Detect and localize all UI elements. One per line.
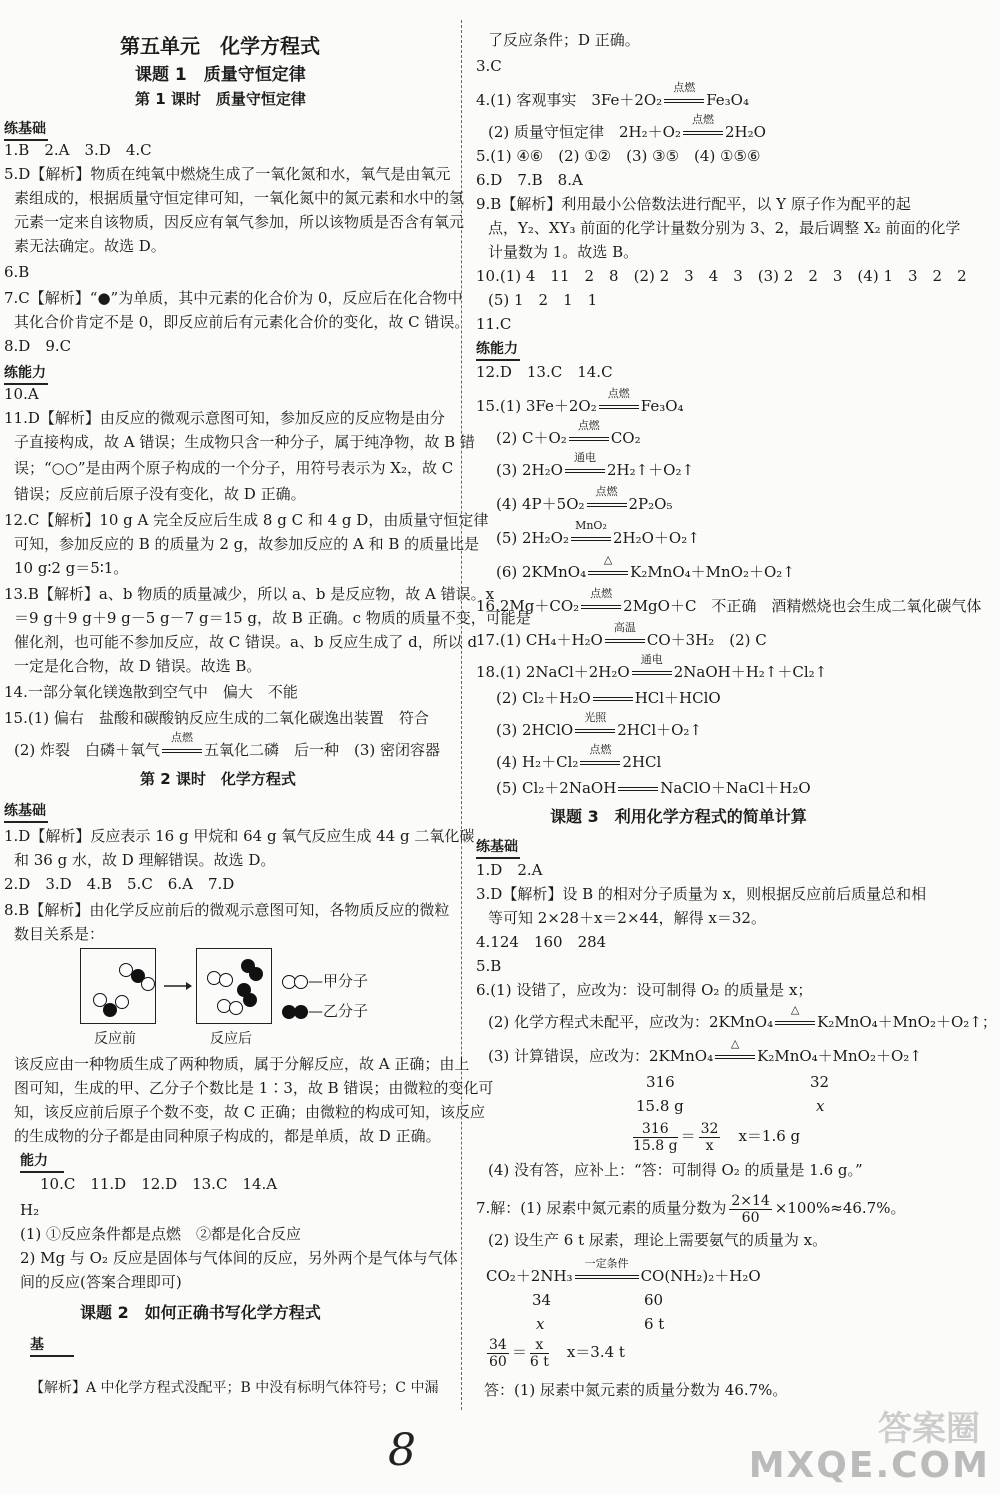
fraction: $\frac{34}{60}$: [489, 1336, 507, 1370]
answer-line: 可知，参加反应的 B 的质量为 2 g，故参加反应的 A 和 B 的质量比是: [14, 535, 480, 553]
reaction-arrow: 点燃: [569, 428, 609, 448]
answer-line: 8.B【解析】由化学反应前后的微观示意图可知，各物质反应的微粒: [4, 901, 450, 919]
calc-value: 316: [646, 1073, 675, 1091]
answer-line: 【解析】A 中化学方程式没配平；B 中没有标明气体符号；C 中漏: [30, 1380, 439, 1396]
answer-line: 错误；反应前后原子没有变化，故 D 正确。: [14, 485, 306, 503]
calc-value: 15.8 g: [636, 1097, 684, 1115]
answer-line: (5) 1 2 1 1: [488, 291, 598, 309]
unit-title: 第五单元 化学方程式: [120, 34, 320, 58]
calc-value: 60: [644, 1291, 664, 1309]
reaction-arrow: 一定条件: [575, 1266, 639, 1286]
answer-line: 7.解：(1) 尿素中氮元素的质量分数为 $\frac{2\times 14}{60}$ ×100%≈46.7%。: [476, 1192, 906, 1226]
answer-line: (4) 没有答，应补上：“答：可制得 O₂ 的质量是 1.6 g。”: [488, 1161, 863, 1179]
answer-line: 5.(1) ④⑥ (2) ①② (3) ③⑤ (4) ①⑤⑥: [476, 147, 761, 165]
answer-line: 4.124 160 284: [476, 933, 607, 951]
reaction-arrow: 高温: [605, 630, 645, 650]
handwriting: 8: [388, 1425, 416, 1476]
before-box: [80, 948, 156, 1024]
answer-line: 2) Mg 与 O₂ 反应是固体与气体间的反应，另外两个是气体与气体: [20, 1249, 458, 1267]
fraction: $\frac{32}{x}$: [700, 1120, 719, 1154]
equation-line: (5) Cl₂＋2NaOH NaClO＋NaCl＋H₂O: [496, 779, 811, 797]
answer-line: 2.D 3.D 4.B 5.C 6.A 7.D: [4, 875, 235, 893]
reaction-arrow: 点燃: [664, 90, 704, 110]
calc-value: 32: [810, 1073, 830, 1091]
equation-line: (2) Cl₂＋H₂O HCl＋HClO: [496, 689, 721, 707]
answer-line: 该反应由一种物质生成了两种物质，属于分解反应，故 A 正确；由上: [14, 1055, 470, 1073]
diagram-caption: 反应前: [94, 1031, 136, 1047]
equation-line: (2) 质量守恒定律 2H₂＋O₂ 点燃 2H₂O: [488, 113, 766, 141]
answer-line: 知，该反应前后原子个数不变，故 C 正确；由微粒的构成可知，该反应: [14, 1103, 486, 1121]
equation-line: 16.2Mg＋CO₂ 点燃 2MgO＋C 不正确 酒精燃烧也会生成二氧化碳气体: [476, 587, 982, 615]
calc-value: x: [536, 1315, 545, 1333]
answer-line: 6.D 7.B 8.A: [476, 171, 583, 189]
lesson1-title: 课题 1 质量守恒定律: [135, 65, 306, 85]
equation-line: (2) C＋O₂ 点燃 CO₂: [496, 419, 641, 447]
answer-line: 10.A: [4, 385, 39, 403]
reaction-arrow: 点燃: [580, 752, 620, 772]
answer-line: H₂: [20, 1201, 40, 1219]
equation-line: (6) 2KMnO₄ △ K₂MnO₄＋MnO₂＋O₂↑: [496, 553, 795, 581]
calc-value: 34: [532, 1291, 552, 1309]
answer-line: 催化剂，也可能不参加反应，故 C 错误。a、b 反应生成了 d，所以 d: [14, 633, 478, 651]
answer-line: 间的反应(答案合理即可): [20, 1273, 182, 1291]
equation-line: (3) 计算错误，应改为：2KMnO₄ △ K₂MnO₄＋MnO₂＋O₂↑: [488, 1037, 922, 1065]
equation-line: (5) 2H₂O₂ MnO₂ 2H₂O＋O₂↑: [496, 519, 700, 547]
section-basic: 练基础: [476, 836, 518, 856]
after-box: [196, 948, 272, 1024]
answer-line: 15.(1) 偏右 盐酸和碳酸钠反应生成的二氧化碳逸出装置 符合: [4, 709, 429, 727]
answer-line: 12.D 13.C 14.C: [476, 363, 613, 381]
answer-line: 3.C: [476, 57, 502, 75]
answer-line: (1) ①反应条件都是点燃 ②都是化合反应: [20, 1225, 302, 1243]
reaction-arrow: [618, 778, 658, 798]
watermark-logo: 答案圈: [878, 1409, 980, 1449]
fraction: $\frac{316}{15.8 g}$: [633, 1120, 678, 1154]
section-ability: 能力: [20, 1150, 48, 1170]
answer-line: 答：(1) 尿素中氮元素的质量分数为 46.7%。: [484, 1381, 788, 1399]
watermark: MXQE.COM: [748, 1445, 990, 1486]
answer-line: 的生成物的分子都是由同种原子构成的，都是单质，故 D 正确。: [14, 1127, 441, 1145]
equation-line: 15.(1) 3Fe＋2O₂ 点燃 Fe₃O₄: [476, 387, 684, 415]
equation-line: (3) 2HClO 光照 2HCl＋O₂↑: [496, 711, 702, 739]
answer-line: 等可知 2×28＋x＝2×44，解得 x＝32。: [488, 909, 766, 927]
section-ability: 练能力: [476, 338, 518, 358]
reaction-arrow: △: [588, 562, 628, 582]
answer-line: 10.(1) 4 11 2 8 (2) 2 3 4 3 (3) 2 2 3 (4) 1 3 2 2: [476, 267, 967, 285]
reaction-arrow: 点燃: [683, 122, 723, 142]
answer-line: 9.B【解析】利用最小公倍数法进行配平，以 Y 原子作为配平的起: [476, 195, 911, 213]
reaction-arrow: 光照: [575, 720, 615, 740]
answer-line: 一定是化合物，故 D 错误。故选 B。: [14, 657, 262, 675]
answer-line: 素组成的，根据质量守恒定律可知，一氧化氮中的氮元素和水中的氢: [14, 189, 465, 207]
reaction-arrow: 通电: [632, 662, 672, 682]
reaction-arrow: 通电: [565, 460, 605, 480]
reaction-arrow: 点燃: [162, 740, 202, 760]
equation-line: (4) H₂＋Cl₂ 点燃 2HCl: [496, 743, 662, 771]
answer-line: 1.D 2.A: [476, 861, 543, 879]
reaction-arrow: △: [715, 1046, 755, 1066]
legend-item: —甲分子: [282, 970, 368, 991]
answer-line: (2) 设生产 6 t 尿素，理论上需要氨气的质量为 x。: [488, 1231, 828, 1249]
answer-line: 1.B 2.A 3.D 4.C: [4, 141, 152, 159]
reaction-arrow: △: [775, 1012, 815, 1032]
diagram-caption: 反应后: [210, 1031, 252, 1047]
reaction-arrow: 点燃: [581, 596, 621, 616]
equation-line: (4) 4P＋5O₂ 点燃 2P₂O₅: [496, 485, 673, 513]
reaction-arrow: [593, 688, 633, 708]
section-basic: 练基础: [4, 118, 46, 138]
lesson2-title: 课题 2 如何正确书写化学方程式: [80, 1303, 321, 1322]
answer-line: 7.C【解析】“●”为单质，其中元素的化合价为 0，反应后在化合物中: [4, 289, 463, 307]
answer-line: 了反应条件；D 正确。: [488, 31, 640, 49]
answer-line: 14.一部分氧化镁逸散到空气中 偏大 不能: [4, 683, 298, 701]
answer-line: 元素一定来自该物质，因反应有氧气参加，所以该物质是否含有氧元: [14, 213, 465, 231]
fraction: $\frac{2\times 14}{60}$: [731, 1192, 770, 1226]
legend-item: —乙分子: [282, 1000, 368, 1021]
reaction-arrow: 点燃: [599, 396, 639, 416]
answer-line: 素无法确定。故选 D。: [14, 237, 166, 255]
answer-line: 数目关系是：: [14, 925, 105, 943]
period1-title: 第 1 课时 质量守恒定律: [135, 90, 306, 108]
answer-line: 13.B【解析】a、b 物质的质量减少，所以 a、b 是反应物，故 A 错误。x: [4, 585, 495, 603]
answer-line: 3.D【解析】设 B 的相对分子质量为 x，则根据反应前后质量总和相: [476, 885, 927, 903]
answer-line: 10.C 11.D 12.D 13.C 14.A: [40, 1175, 278, 1193]
answer-line: 6.(1) 设错了，应改为：设可制得 O₂ 的质量是 x；: [476, 981, 813, 999]
fraction: $\frac{x}{6 t}$: [529, 1336, 549, 1370]
answer-line: 图可知，生成的甲、乙分子个数比是 1∶3，故 B 错误；由微粒的变化可: [14, 1079, 494, 1097]
section-basic: 练基础: [4, 800, 46, 820]
answer-line: 8.D 9.C: [4, 337, 72, 355]
answer-line: 1.D【解析】反应表示 16 g 甲烷和 64 g 氧气反应生成 44 g 二氧化碳: [4, 827, 475, 845]
answer-line: 和 36 g 水，故 D 理解错误。故选 D。: [14, 851, 276, 869]
reaction-arrow: MnO₂: [571, 528, 611, 548]
answer-line: 10 g∶2 g＝5∶1。: [14, 559, 129, 577]
answer-line: 12.C【解析】10 g A 完全反应后生成 8 g C 和 4 g D，由质量守恒定律: [4, 511, 489, 529]
reaction-arrow-icon: [164, 980, 192, 992]
section-ability: 练能力: [4, 362, 46, 382]
answer-line: 5.B: [476, 957, 502, 975]
period2-title: 第 2 课时 化学方程式: [140, 770, 296, 788]
equation-line: CO₂＋2NH₃ 一定条件 CO(NH₂)₂＋H₂O: [486, 1257, 761, 1285]
answer-line: 6.B: [4, 263, 30, 281]
answer-line: 11.D【解析】由反应的微观示意图可知，参加反应的反应物是由分: [4, 409, 445, 427]
reaction-arrow: 点燃: [587, 494, 627, 514]
answer-line: 误；“○○”是由两个原子构成的一个分子，用符号表示为 X₂，故 C: [14, 459, 454, 477]
equation-line: 4.(1) 客观事实 3Fe＋2O₂ 点燃 Fe₃O₄: [476, 81, 749, 109]
equation-line: (2) 化学方程式未配平，应改为：2KMnO₄ △ K₂MnO₄＋MnO₂＋O₂↑；: [488, 1003, 997, 1031]
answer-line: 子直接构成，故 A 错误；生成物只含一种分子，属于纯净物，故 B 错: [14, 433, 475, 451]
proportion-line: $\frac{316}{15.8 g}$ ＝ $\frac{32}{x}$ x＝1.6 g: [633, 1120, 801, 1154]
answer-line: 计量数为 1。故选 B。: [488, 243, 639, 261]
answer-line: 其化合价肯定不是 0，即反应前后有元素化合价的变化，故 C 错误。: [14, 313, 470, 331]
section-basic: 基: [30, 1334, 44, 1354]
equation-line: (3) 2H₂O 通电 2H₂↑＋O₂↑: [496, 451, 695, 479]
answer-line: ＝9 g＋9 g＋9 g－5 g－7 g＝15 g，故 B 正确。c 物质的质量不变，可能是: [14, 609, 531, 627]
calc-value: x: [816, 1097, 825, 1115]
answer-line: 11.C: [476, 315, 512, 333]
molecule-diagram: [80, 948, 390, 1048]
equation-line: 18.(1) 2NaCl＋2H₂O 通电 2NaOH＋H₂↑＋Cl₂↑: [476, 653, 828, 681]
answer-line: 点，Y₂、XY₃ 前面的化学计量数分别为 3、2，最后调整 X₂ 前面的化学: [488, 219, 961, 237]
lesson3-title: 课题 3 利用化学方程式的简单计算: [550, 807, 807, 826]
answer-line: 5.D【解析】物质在纯氧中燃烧生成了一氧化氮和水，氧气是由氧元: [4, 165, 451, 183]
equation-line: (2) 炸裂 白磷＋氧气 点燃 五氧化二磷 后一种 (3) 密闭容器: [14, 731, 441, 759]
proportion-line: $\frac{34}{60}$ ＝ $\frac{x}{6 t}$ x＝3.4 t: [489, 1336, 625, 1370]
equation-line: 17.(1) CH₄＋H₂O 高温 CO＋3H₂ (2) C: [476, 621, 767, 649]
calc-value: 6 t: [644, 1315, 665, 1333]
